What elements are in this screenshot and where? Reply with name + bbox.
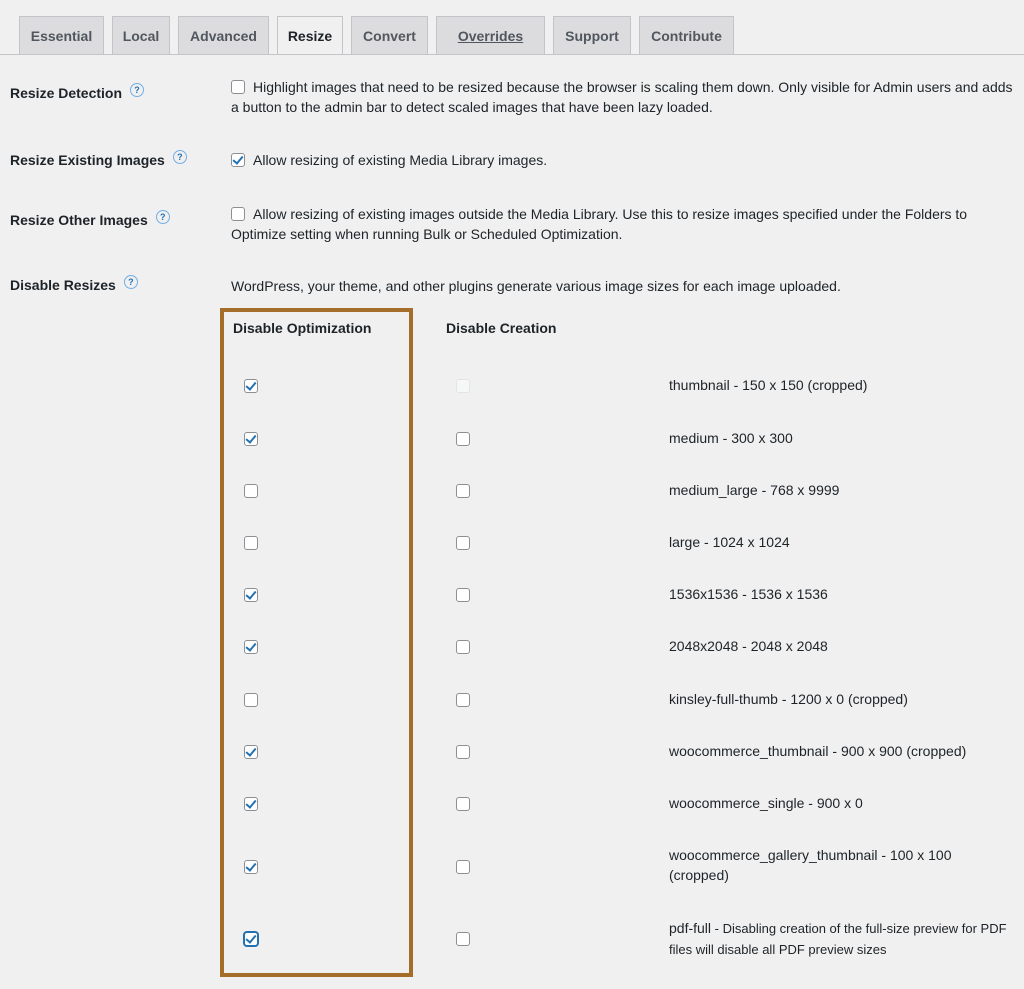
- tab-convert[interactable]: Convert: [351, 16, 428, 54]
- size-label: thumbnail - 150 x 150 (cropped): [669, 377, 868, 393]
- size-label: pdf-full - Disabling creation of the full-size preview for PDF files will disable all PDF preview sizes: [669, 920, 1007, 957]
- tab-local[interactable]: Local: [112, 16, 170, 54]
- resize-other-option: Allow resizing of existing images outside the Media Library. Use this to resize images specified under the Folders to Optimize setting when running Bulk or Scheduled Optimization.: [231, 206, 968, 242]
- tab-resize[interactable]: Resize: [277, 16, 343, 55]
- size-label: woocommerce_single - 900 x 0: [669, 795, 863, 811]
- resize-existing-option: Allow resizing of existing Media Library images.: [231, 150, 1021, 170]
- disable-creation-checkbox[interactable]: [456, 860, 470, 874]
- size-label: woocommerce_gallery_thumbnail - 100 x 100 (cropped): [669, 847, 952, 883]
- tab-divider: [0, 54, 1024, 55]
- resize-other-checkbox[interactable]: [231, 207, 245, 221]
- tab-overrides[interactable]: Overrides: [436, 16, 545, 54]
- disable-creation-checkbox[interactable]: [456, 484, 470, 498]
- disable-creation-checkbox[interactable]: [456, 693, 470, 707]
- disable-creation-checkbox[interactable]: [456, 588, 470, 602]
- size-label: large - 1024 x 1024: [669, 534, 790, 550]
- tab-contribute[interactable]: Contribute: [639, 16, 734, 54]
- disable-creation-checkbox: [456, 379, 470, 393]
- resize-existing-checkbox[interactable]: [231, 153, 245, 167]
- disable-creation-checkbox[interactable]: [456, 797, 470, 811]
- tab-essential[interactable]: Essential: [19, 16, 104, 54]
- optimization-column-highlight: [220, 308, 413, 977]
- resize-other-label: Resize Other Images ?: [10, 212, 170, 228]
- size-label: 2048x2048 - 2048 x 2048: [669, 638, 828, 654]
- disable-creation-checkbox[interactable]: [456, 745, 470, 759]
- disable-creation-checkbox[interactable]: [456, 536, 470, 550]
- resize-detection-checkbox[interactable]: [231, 80, 245, 94]
- size-label: 1536x1536 - 1536 x 1536: [669, 586, 828, 602]
- settings-tabs: [0, 0, 1024, 55]
- size-label: medium - 300 x 300: [669, 430, 793, 446]
- disable-resizes-description: WordPress, your theme, and other plugins generate various image sizes for each image uploaded.: [231, 278, 841, 294]
- disable-creation-checkbox[interactable]: [456, 932, 470, 946]
- disable-creation-checkbox[interactable]: [456, 640, 470, 654]
- help-icon[interactable]: ?: [173, 150, 187, 164]
- resize-detection-label: Resize Detection ?: [10, 85, 144, 101]
- tab-support[interactable]: Support: [553, 16, 631, 54]
- disable-optimization-header: Disable Optimization: [233, 320, 372, 336]
- resize-existing-label: Resize Existing Images ?: [10, 152, 187, 168]
- size-label: medium_large - 768 x 9999: [669, 482, 840, 498]
- tab-advanced[interactable]: Advanced: [178, 16, 269, 54]
- resize-detection-option: Highlight images that need to be resized because the browser is scaling them down. Only visible for Admin users and adds a button to the admin bar to detect scaled images that have been lazy loaded.: [231, 79, 1013, 115]
- size-label: kinsley-full-thumb - 1200 x 0 (cropped): [669, 691, 908, 707]
- disable-resizes-label: Disable Resizes ?: [10, 277, 138, 293]
- help-icon[interactable]: ?: [156, 210, 170, 224]
- help-icon[interactable]: ?: [130, 83, 144, 97]
- disable-creation-header: Disable Creation: [446, 320, 557, 336]
- disable-creation-checkbox[interactable]: [456, 432, 470, 446]
- help-icon[interactable]: ?: [124, 275, 138, 289]
- size-label: woocommerce_thumbnail - 900 x 900 (cropped): [669, 743, 967, 759]
